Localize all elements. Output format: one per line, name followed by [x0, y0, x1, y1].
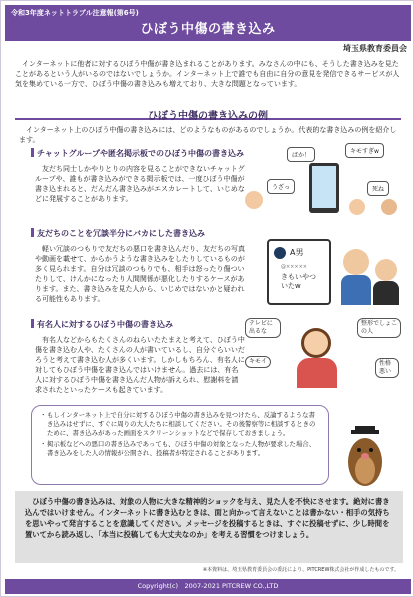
advice-box	[31, 405, 329, 485]
issue-label: 令和3年度ネットトラブル注意報(第6号)	[11, 9, 139, 17]
celebrity-body-shape	[297, 358, 337, 388]
intro-paragraph: インターネットに他者に対するひぼう中傷が書き込まれることがあります。みなさんの中にも、そうした書き込みを見たことがあるという人がいるのではないでしょうか。インターネット上で誰でも自由に自分の意見を発信できるサービスが人気を集めている一方で、ひぼう中傷の書き込みも増えており、大きな問題となっています。	[15, 60, 400, 88]
celebrity-illustration	[245, 318, 403, 388]
person-icon	[343, 249, 369, 275]
section-title: ひぼう中傷の書き込みの例	[148, 111, 268, 122]
person-icon	[245, 191, 263, 209]
example-2-text: 軽い冗談のつもりで友だちの悪口を書き込んだり、友だちの写真や動画を載せて、からかうような書き込みをしたりしているものが多く見られます。自分は冗談のつもりでも、相手は怒ったり傷ついたりして、けんかになったり人間関係が悪化したりするケースがあります。また、書き込みを見た人から、いじめではないかと疑われる可能性もあります。	[35, 245, 245, 303]
example-3-text: 有名人などからもたくさんのねらいたたまえと考えて、ひぼう中傷を書き込む人や、たくさんの人が書いているし、自分ぐらいいだろうと考えて書き込む人が多くいます。しかしもちろん、有名人に対してもひぼう中傷を書き込んではいけません。過去には、有名人に対するひぼう中傷を書き込んだ人物が訴えられ、慰謝料を請求されたといったケースも起きています。	[35, 336, 245, 394]
footnote: ※本資料は、埼玉県教育委員会の委託により、PITCREW株式会社が作成したものです。	[202, 567, 399, 573]
bubble-4: 死ね	[367, 181, 389, 196]
advice-item-1: ・ もしインターネット上で自分に対するひぼう中傷の書き込みを見つけたら、反論するような書き込みはせずに、すぐに周りの大人たちに相談してください。その後警察等に相談するときのために、書き込みがあった画面をスクリーンショットなどで保存しておきましょう。	[40, 411, 320, 438]
post-message-line-1: きもいやつ	[281, 273, 316, 281]
copyright-footer: Copyright(c) 2007-2021 PITCREW CO.,LTD	[5, 579, 411, 594]
user-avatar-icon	[274, 247, 286, 259]
comment-tag-4: 性格悪い	[375, 358, 399, 378]
publisher-name: 埼玉県教育委員会	[343, 44, 407, 53]
person-icon	[375, 259, 397, 281]
page-title: ひぼう中傷の書き込み	[140, 22, 276, 37]
person-icon	[349, 199, 365, 215]
mole-mascot-icon	[341, 426, 389, 490]
summary-box	[15, 491, 403, 563]
bubble-1: ばか！	[287, 147, 315, 162]
comment-tag-3: キモイ	[245, 356, 271, 368]
person-icon	[381, 199, 397, 215]
header-bar	[5, 5, 411, 41]
person-body-shape	[341, 275, 371, 305]
section-intro: インターネット上のひぼう中傷の書き込みには、どのようなものがあるのでしょうか。代表的な書き込みの例を紹介します。	[19, 126, 397, 144]
example-2-title: 友だちのことを冗談半分にバカにした書き込み	[31, 228, 205, 239]
post-card	[267, 239, 331, 305]
post-message-line-2: いたw	[281, 282, 301, 290]
person-body-shape	[373, 281, 399, 305]
bubble-3: うざっ	[267, 179, 295, 194]
example-1-title: チャットグループや匿名掲示板でのひぼう中傷の書き込み	[31, 148, 244, 159]
comment-tag-2: 整形でしょこの人	[357, 318, 401, 338]
section-heading	[15, 104, 401, 120]
example-3-title: 有名人に対するひぼう中傷の書き込み	[31, 319, 173, 330]
post-user-id: @×××××	[281, 264, 307, 270]
chat-illustration	[245, 141, 403, 221]
bubble-2: キモすぎw	[345, 143, 384, 158]
celebrity-icon	[301, 328, 331, 358]
sns-post-illustration	[259, 237, 401, 309]
post-message	[281, 273, 316, 291]
example-1-text: 友だち同士しかやりとりの内容を見ることができないチャットグループや、誰もが書き込みができる掲示板では、一度ひぼう中傷が書き込まれると、だんだん書き込みがエスカレートして、いじめなどに発展することがあります。	[35, 165, 245, 203]
post-username: A男	[290, 248, 304, 257]
phone-icon	[309, 163, 339, 213]
summary-text: ひぼう中傷の書き込みは、対象の人物に大きな精神的ショックを与え、見た人を不快にさせます。絶対に書き込んではいけません。インターネットに書き込むときは、面と向かって言えないことは書かない・相手の気持ちを思いやって発言することを意識してください。メッセージを投稿するときは、すぐに投稿せずに、少し時間を置いてから読み返し、「本当に投稿しても大丈夫なのか」を考える習慣をつけましょう。	[25, 497, 390, 539]
advice-item-2: ・ 掲示板などへの悪口の書き込みであっても、ひぼう中傷の対象となった人物が要求した場合、書き込みをした人の情報が公開され、投稿者が特定されることがあります。	[40, 440, 320, 458]
comment-tag-1: テレビに出るな	[245, 318, 281, 338]
